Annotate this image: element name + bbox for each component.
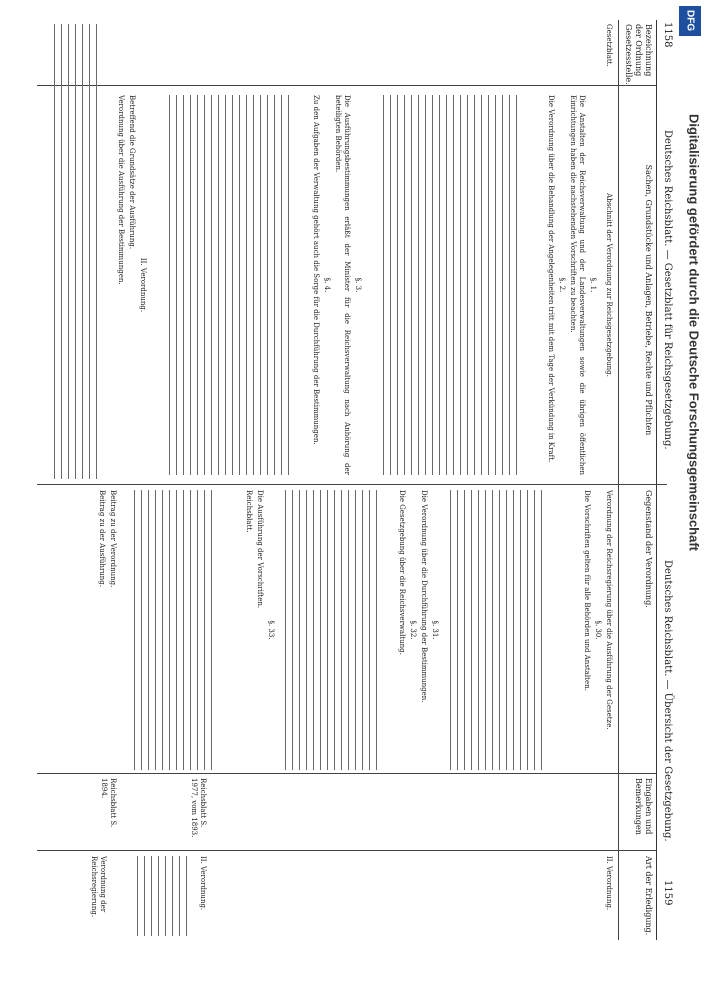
right-page-title: Deutsches Reichsblatt. — Übersicht der Gesetzgebung.: [662, 560, 673, 842]
watermark-text: Digitalisierung gefördert durch die Deutsche Forschungsgemeinschaft: [686, 113, 702, 552]
left-para: Verordnung über die Ausführung der Bestimmungen.: [117, 95, 125, 285]
right-text-lines-2: [277, 490, 377, 770]
left-para: §. 1.: [589, 277, 597, 293]
left-col1b-label: Gesetzesstelle.: [624, 24, 633, 85]
right-column-header-1: Gegenstand der Verordnung.: [644, 490, 653, 608]
right-para: Reichsblatt.: [245, 490, 253, 533]
right-para: §. 30.: [594, 620, 602, 640]
right-para: Verordnung der Reichsregierung über die Ausführung der Gesetze.: [605, 490, 613, 730]
right-entry-1: II. Verordnung.: [605, 856, 613, 911]
left-para: Die Verordnung über die Behandlung der Angelegenheiten tritt mit dem Tage der Verkündung in Kraft.: [547, 95, 555, 463]
dfg-logo: DFG: [679, 6, 701, 36]
right-entry-2: II. Verordnung.: [199, 856, 207, 911]
left-text-block-1: [517, 95, 597, 475]
left-subtitle: Abschnitt der Verordnung zur Reichsgesetzgebung.: [605, 193, 613, 377]
right-para: Die Vorschriften gelten für alle Behörden und Anstalten.: [583, 490, 591, 691]
right-text-lines-1: [442, 490, 542, 770]
left-page-title: Deutsches Reichsblatt. — Gesetzblatt für Reichsgesetzgebung.: [662, 130, 673, 450]
right-note-1: Reichsblatt S. 1977, vom 1893.: [190, 778, 207, 838]
right-para: Die Verordnung über die Durchführung der Bestimmungen.: [420, 490, 428, 703]
right-text-block-1: [543, 490, 613, 770]
left-para: II. Verordnung.: [139, 257, 147, 313]
left-section-label: Gesetzblatt.: [605, 24, 613, 67]
right-column-divider-1: [37, 773, 657, 774]
left-column-header-2: Sachen, Grundstücke und Anlagen, Betriebe, Rechte und Pflichten: [644, 164, 653, 436]
left-para: Die Ausführungsbestimmungen erläßt der Minister für die Reichsverwaltung nach Anhörung der beteiligten Behörden.: [334, 95, 351, 475]
right-column-header-2: Eingaben und Bemerkungen: [634, 778, 653, 835]
left-para: Die Anstalten der Reichsverwaltung und der Landesverwaltungen sowie die übrigen öffentlichen Einrichtungen haben die nachstehenden Vorschriften zu beachten.: [569, 95, 586, 475]
left-text-lines-3: [42, 24, 97, 479]
right-para: Beitrag zu der Ausführung.: [98, 490, 106, 588]
right-text-block-3: [215, 490, 275, 770]
right-para: §. 33.: [267, 620, 275, 640]
right-para: Die Ausführung der Vorschriften.: [256, 490, 264, 609]
right-column-header-3: Art der Erledigung.: [644, 856, 653, 936]
left-column-divider: [37, 85, 657, 86]
left-para: Betreffend die Grundsätze der Ausführung.: [128, 95, 136, 250]
left-para: §. 2.: [558, 277, 566, 293]
right-para: Die Gesetzgebung über die Reichsverwaltung.: [398, 490, 406, 655]
left-text-block-2: [292, 95, 362, 475]
left-para: §. 3.: [354, 277, 362, 293]
right-page-number: 1159: [662, 880, 673, 906]
left-column-header-1: [623, 24, 653, 84]
right-note-2: Reichsblatt S. 1894.: [100, 778, 117, 828]
left-para: Zu den Aufgaben der Verwaltung gehört auch die Sorge für die Durchführung der Bestimmungen.: [312, 95, 320, 445]
right-entry-3: Verordnung der Reichsregierung.: [90, 856, 107, 918]
right-text-lines-3: [122, 490, 212, 770]
right-text-block-2: [379, 490, 439, 770]
column-header-rule: [618, 20, 619, 940]
right-column-divider-2: [37, 850, 657, 851]
header-rule: [656, 20, 657, 940]
right-para: Beitrag zu der Verordnung.: [109, 490, 117, 588]
dfg-watermark: [683, 10, 705, 660]
right-para: §. 31.: [431, 620, 439, 640]
right-entry-lines: [117, 856, 187, 936]
left-text-lines-2: [149, 95, 289, 475]
left-col1-label: Bezeichnung der Ordnung: [634, 24, 653, 77]
right-para: §. 32.: [409, 620, 417, 640]
left-para: §. 4.: [323, 277, 331, 293]
right-text-block-4: [37, 490, 117, 770]
left-page-number: 1158: [662, 22, 673, 48]
left-text-lines-1: [367, 95, 517, 475]
page-gutter: [37, 484, 667, 485]
